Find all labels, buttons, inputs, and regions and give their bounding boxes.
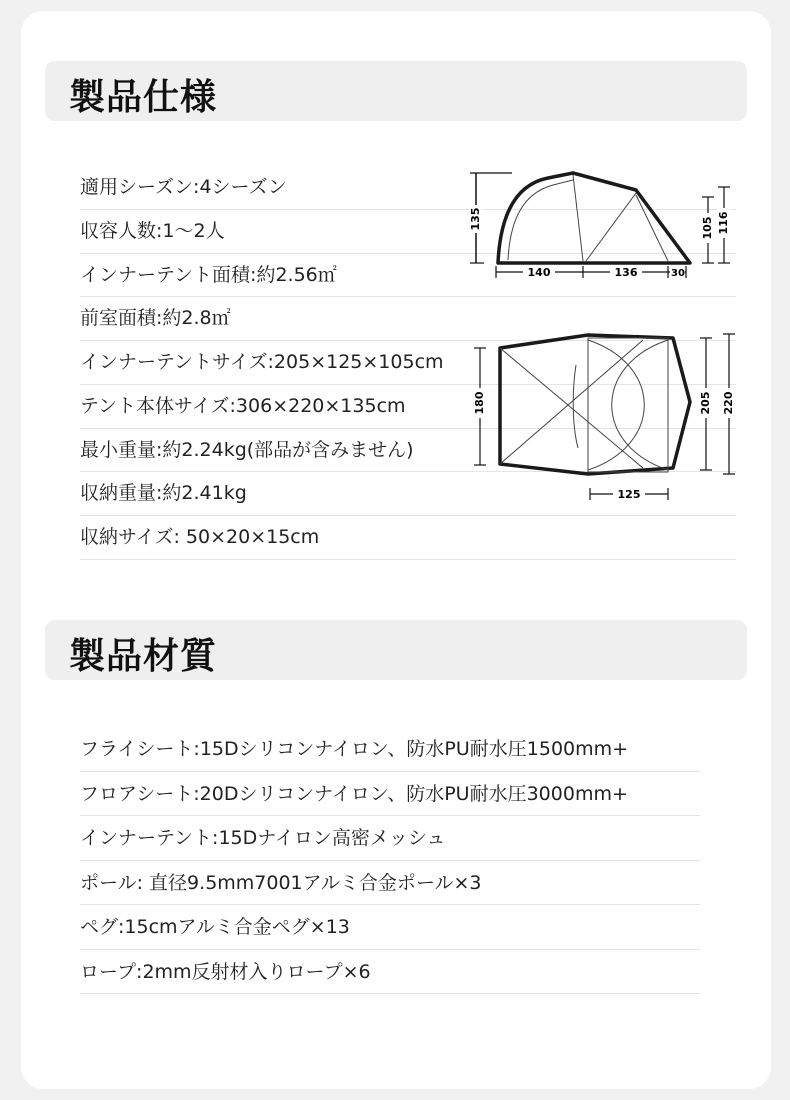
dim-width-220: 220 (722, 391, 735, 415)
spec-item-packed-weight: 収納重量:約2.41kg (80, 472, 736, 516)
tent-top-view-diagram (468, 330, 740, 510)
dim-length-180: 180 (473, 391, 486, 415)
spec-item-tent-size: テント本体サイズ:306×220×135cm (80, 385, 736, 429)
dim-length-30: 30 (671, 268, 685, 279)
spec-item-inner-area: インナーテント面積:約2.56㎡ (80, 254, 736, 298)
spec-item-season: 適用シーズン:4シーズン (80, 166, 736, 210)
spec-section-header (45, 61, 747, 121)
spec-item-packed-size: 収納サイズ: 50×20×15cm (80, 516, 736, 560)
spec-item-min-weight: 最小重量:約2.24kg(部品が含みません) (80, 429, 736, 473)
materials-title: 製品材質 (69, 636, 218, 677)
spec-item-inner-size: インナーテントサイズ:205×125×105cm (80, 341, 736, 385)
dim-length-140: 140 (527, 266, 551, 279)
materials-list (80, 727, 700, 994)
dim-height-116: 116 (717, 211, 730, 235)
material-item-fly: フライシート:15Dシリコンナイロン、防水PU耐水圧1500mm+ (80, 727, 700, 772)
dim-height-105: 105 (701, 216, 714, 240)
tent-side-view-diagram (468, 165, 740, 290)
materials-section-header (45, 620, 747, 680)
dim-length-136: 136 (614, 266, 638, 279)
material-item-rope: ロープ:2mm反射材入りロープ×6 (80, 950, 700, 995)
material-item-pole: ポール: 直径9.5mm7001アルミ合金ポール×3 (80, 861, 700, 906)
material-item-peg: ペグ:15cmアルミ合金ペグ×13 (80, 905, 700, 950)
dim-depth-125: 125 (617, 488, 641, 501)
dim-width-205: 205 (699, 391, 712, 415)
spec-title: 製品仕様 (69, 77, 218, 118)
spec-item-capacity: 収容人数:1～2人 (80, 210, 736, 254)
dim-height-135: 135 (469, 207, 482, 231)
material-item-inner: インナーテント:15Dナイロン高密メッシュ (80, 816, 700, 861)
spec-item-vestibule-area: 前室面積:約2.8㎡ (80, 297, 736, 341)
material-item-floor: フロアシート:20Dシリコンナイロン、防水PU耐水圧3000mm+ (80, 772, 700, 817)
